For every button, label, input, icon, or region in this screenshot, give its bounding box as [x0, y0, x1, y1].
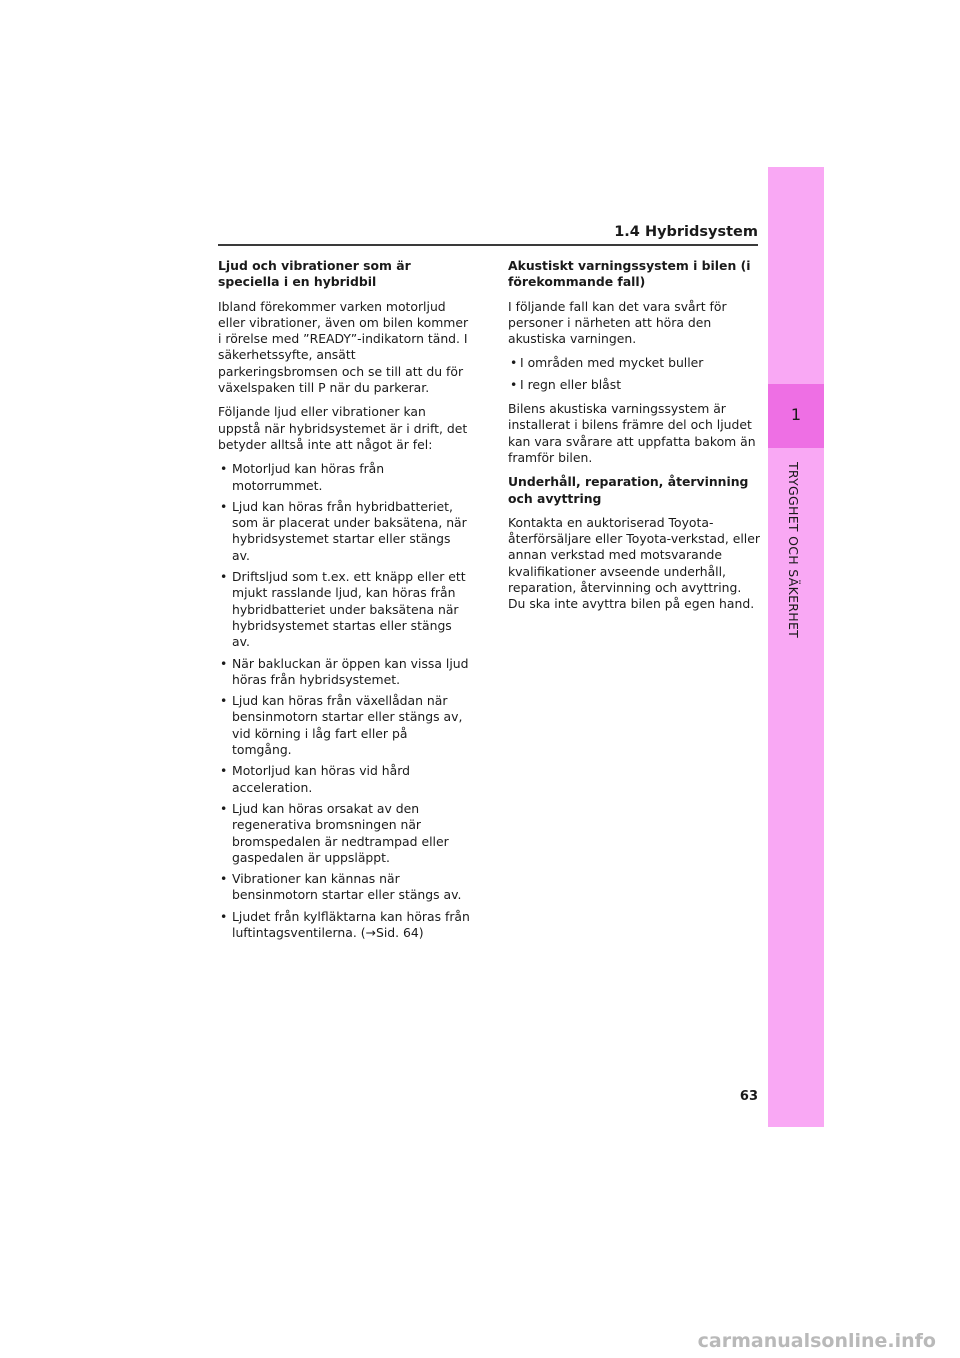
list-item-text: När bakluckan är öppen kan vissa ljud höras från hybridsystemet. — [232, 655, 469, 687]
list-item — [218, 909, 470, 942]
bullet-icon: • — [220, 871, 228, 887]
list-item-text: Vibrationer kan kännas när bensinmotorn startar eller stängs av. — [232, 871, 462, 903]
list-item — [218, 801, 470, 866]
paragraph-ready-indicator: Ibland förekommer varken motorljud eller vibrationer, även om bilen kommer i rörelse med ”READY”-indikatorn tänd. I säkerhetssyfte, ansätt parkeringsbromsen och se till att du för växelspaken till P när du parkerar. — [218, 298, 469, 396]
header-divider — [218, 244, 758, 246]
bullet-icon: • — [510, 355, 518, 371]
chapter-side-tab — [768, 167, 824, 1127]
left-column — [218, 258, 470, 949]
sounds-list — [218, 461, 470, 941]
list-item — [218, 656, 470, 689]
list-item-text: Ljud kan höras från växellådan när bensinmotorn startar eller stängs av, vid körning i låg fart eller på tomgång. — [232, 693, 463, 758]
list-item — [508, 355, 760, 371]
bullet-icon: • — [220, 569, 228, 585]
list-item-text: Motorljud kan höras vid hård acceleration. — [232, 763, 410, 795]
paragraph-contact-dealer: Kontakta en auktoriserad Toyota-återförsäljare eller Toyota-verkstad, eller annan verkstad med motsvarande kvalifikationer avseende underhåll, reparation, återvinning och avyttring. Du ska inte avyttra bilen på egen hand. — [508, 514, 760, 612]
list-item — [218, 763, 470, 796]
list-item-text: I regn eller blåst — [520, 376, 622, 392]
bullet-icon: • — [220, 763, 228, 779]
list-item-text: Driftsljud som t.ex. ett knäpp eller ett mjukt rasslande ljud, kan höras från hybridbatteriet under baksätena när hybridsystemet startas eller stängs av. — [232, 569, 466, 650]
list-item-text: Motorljud kan höras från motorrummet. — [232, 461, 385, 493]
conditions-list — [508, 355, 760, 393]
chapter-title: TRYGGHET OCH SÄKERHET — [786, 462, 801, 639]
bullet-icon: • — [220, 693, 228, 709]
paragraph-hard-to-hear: I följande fall kan det vara svårt för personer i närheten att höra den akustiska varningen. — [508, 298, 727, 347]
list-item-text: Ljud kan höras från hybridbatteriet, som är placerat under baksätena, när hybridsystemet startar eller stängs av. — [232, 498, 467, 563]
chapter-number: 1 — [790, 405, 802, 424]
bullet-icon: • — [220, 498, 228, 514]
list-item-text: I områden med mycket buller — [520, 355, 704, 371]
right-column — [508, 258, 760, 621]
bullet-icon: • — [220, 655, 228, 671]
heading-maintenance: Underhåll, reparation, återvinning och avyttring — [508, 474, 749, 506]
heading-sounds-vibrations: Ljud och vibrationer som är speciella i en hybridbil — [218, 258, 411, 290]
watermark: carmanualsonline.info — [697, 1330, 936, 1352]
list-item — [508, 377, 760, 393]
bullet-icon: • — [510, 376, 518, 392]
heading-acoustic-warning: Akustiskt varningssystem i bilen (i förekommande fall) — [508, 258, 751, 290]
list-item — [218, 499, 470, 564]
bullet-icon: • — [220, 461, 228, 477]
page-number: 63 — [739, 1089, 758, 1104]
section-title: 1.4 Hybridsystem — [614, 224, 758, 240]
paragraph-warning-location: Bilens akustiska varningssystem är installerat i bilens främre del och ljudet kan vara svårare att uppfatta bakom än framför bilen. — [508, 401, 756, 465]
bullet-icon: • — [220, 800, 228, 816]
list-item — [218, 461, 470, 494]
list-item-text: Ljud kan höras orsakat av den regenerativa bromsningen när bromspedalen är nedtrampad eller gaspedalen är uppsläppt. — [232, 800, 449, 865]
list-item-text-page-reference[interactable]: Ljudet från kylfläktarna kan höras från luftintagsventilerna. (→Sid. 64) — [232, 908, 470, 940]
list-item — [218, 569, 470, 650]
list-item — [218, 693, 470, 758]
list-item — [218, 871, 470, 904]
paragraph-following-sounds: Följande ljud eller vibrationer kan uppstå när hybridsystemet är i drift, det betyder alltså inte att något är fel: — [218, 404, 468, 452]
bullet-icon: • — [220, 908, 228, 924]
